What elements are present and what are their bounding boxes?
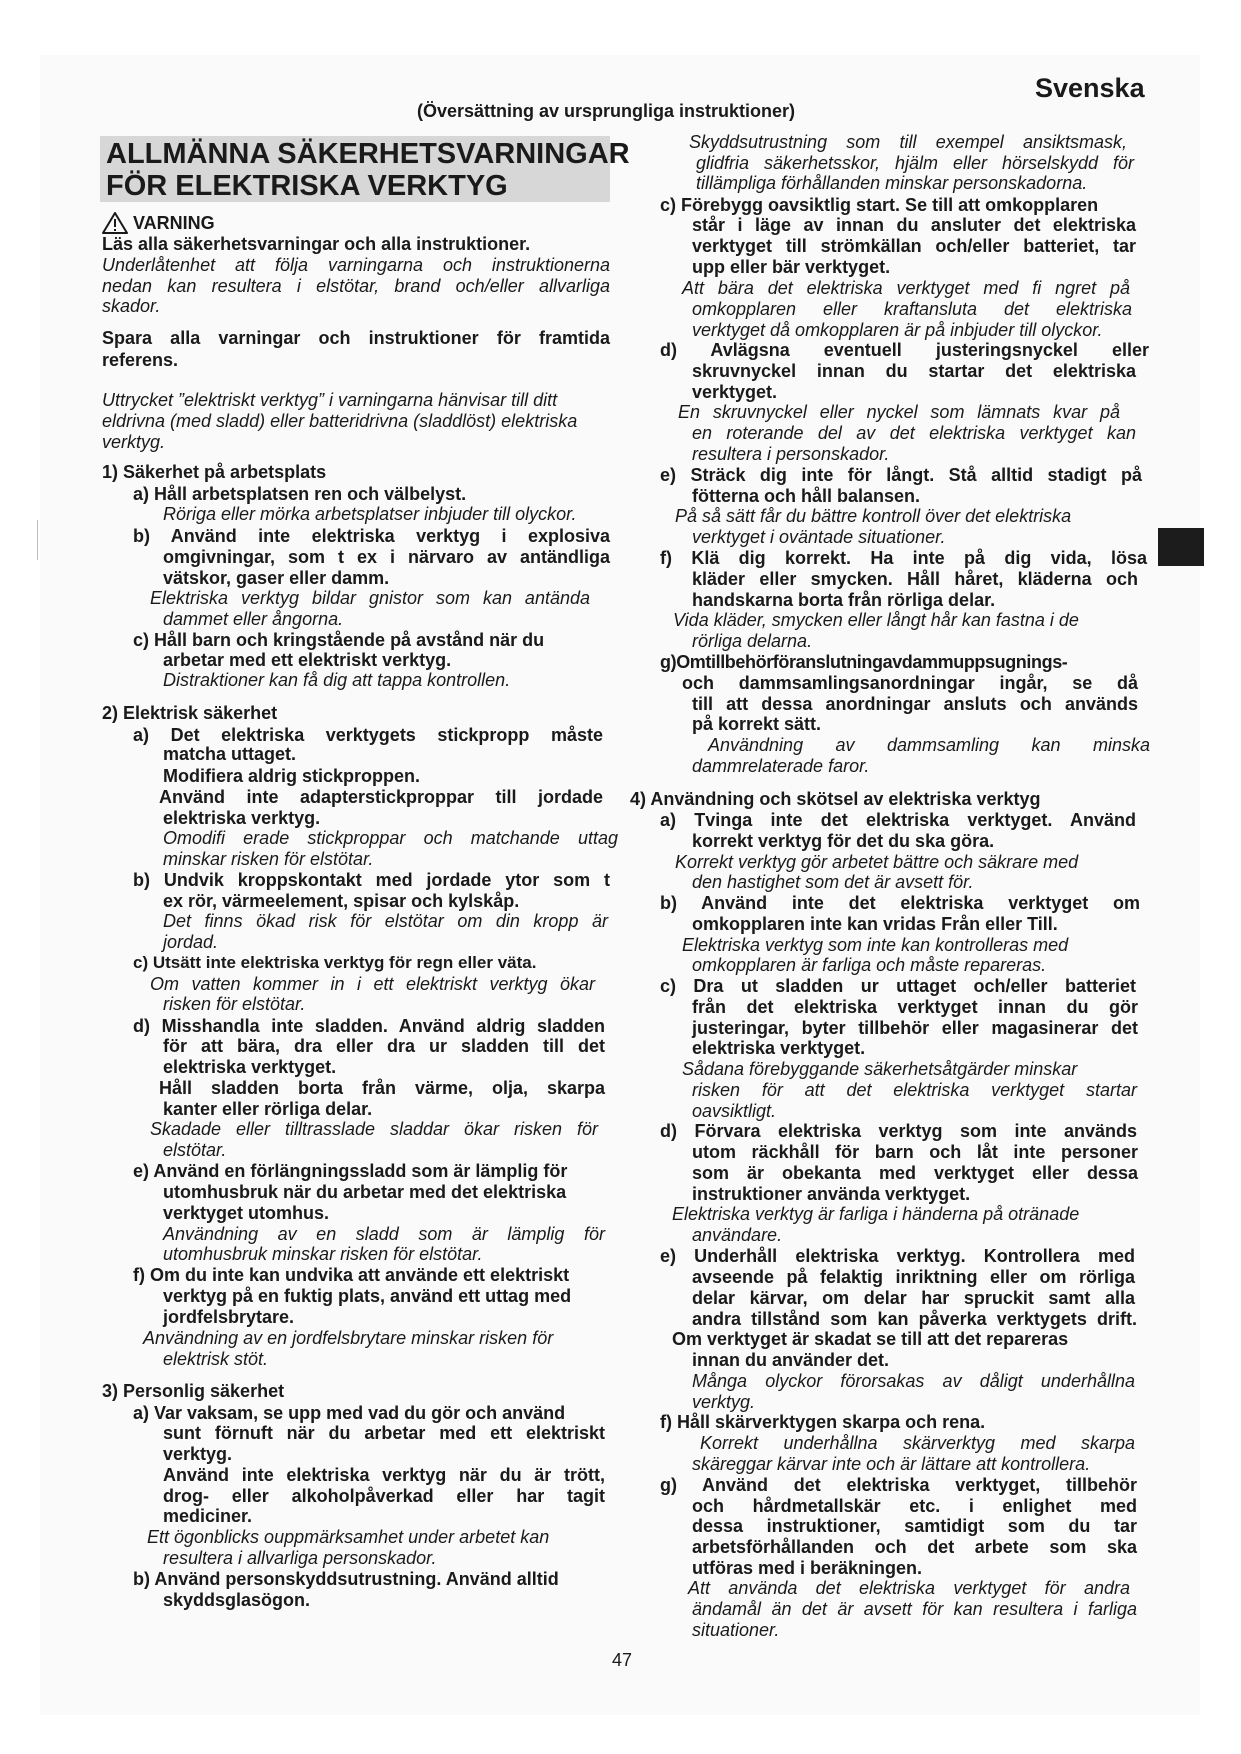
rule-4a-note: Korrekt verktyg gör arbetet bättre och säkrare med: [675, 852, 1079, 872]
rule-4g-note: situationer.: [692, 1620, 780, 1640]
rule-2b-note: jordad.: [163, 932, 219, 952]
rule-3e: e) Sträck dig inte för långt. Stå alltid stadigt på: [660, 465, 1142, 485]
rule-3c-note: omkopplaren eller kraftansluta det elektriska: [692, 299, 1132, 319]
page-title: ALLMÄNNA SÄKERHETSVARNINGAR: [106, 138, 630, 170]
section-2-title: 2) Elektrisk säkerhet: [102, 703, 278, 723]
rule-2b: b) Undvik kroppskontakt med jordade ytor som t: [133, 870, 610, 890]
rule-3b: skyddsglasögon.: [163, 1590, 311, 1610]
rule-2a-note: minskar risken för elstötar.: [163, 849, 374, 869]
rule-4g-note: ändamål än det är avsett för kan resultera i farliga: [692, 1599, 1137, 1619]
rule-2d: d) Misshandla inte sladden. Använd aldrig sladden: [133, 1016, 605, 1036]
rule-1a-note: Röriga eller mörka arbetsplatser inbjuder till olyckor.: [163, 504, 577, 524]
rule-4d: instruktioner använda verktyget.: [692, 1184, 971, 1204]
rule-4d-note: användare.: [692, 1225, 783, 1245]
rule-3a: verktyg.: [163, 1444, 233, 1464]
section-1-title: 1) Säkerhet på arbetsplats: [102, 462, 327, 482]
warning-text: skador.: [102, 296, 161, 316]
rule-3g: på korrekt sätt.: [692, 714, 822, 734]
rule-1c: c) Håll barn och kringstående på avstånd när du: [133, 630, 545, 650]
page-number: 47: [612, 1650, 633, 1670]
rule-3d: skruvnyckel innan du startar det elektriska: [692, 361, 1136, 381]
rule-4e-note: Många olyckor förorsakas av dåligt underhållna: [692, 1371, 1135, 1391]
rule-3b-note: glidfria säkerhetsskor, hjälm eller hörselskydd för: [696, 153, 1134, 173]
rule-3b: b) Använd personskyddsutrustning. Använd alltid: [133, 1569, 559, 1589]
rule-3e-note: verktyget i oväntade situationer.: [692, 527, 946, 547]
rule-3f: f) Klä dig korrekt. Ha inte på dig vida, lösa: [660, 548, 1147, 568]
rule-4g: dessa instruktioner, samtidigt som du tar: [692, 1516, 1137, 1536]
rule-4c-note: Sådana förebyggande säkerhetsåtgärder minskar: [682, 1059, 1078, 1079]
rule-4d: utom räckhåll för barn och låt inte personer: [692, 1142, 1138, 1162]
warning-triangle-icon: [102, 212, 128, 234]
rule-4f-note: Korrekt underhållna skärverktyg med skarpa: [700, 1433, 1135, 1453]
rule-4a: korrekt verktyg för det du ska göra.: [692, 831, 995, 851]
rule-2a: matcha uttaget.: [163, 744, 297, 764]
rule-3f: kläder eller smycken. Håll håret, kläderna och: [692, 569, 1138, 589]
term-definition: verktyg.: [102, 432, 166, 452]
rule-2f: f) Om du inte kan undvika att använde ett elektriskt: [133, 1265, 570, 1285]
rule-2e: utomhusbruk när du arbetar med det elektriska: [163, 1182, 567, 1202]
rule-2e: e) Använd en förlängningssladd som är lämplig för: [133, 1161, 568, 1181]
rule-3a-note: resultera i allvarliga personskador.: [163, 1548, 437, 1568]
rule-3c-note: Att bära det elektriska verktyget med fi ngret på: [682, 278, 1130, 298]
rule-4a-note: den hastighet som det är avsett för.: [692, 872, 974, 892]
rule-4c-note: oavsiktligt.: [692, 1101, 777, 1121]
rule-2d: kanter eller rörliga delar.: [163, 1099, 373, 1119]
rule-4g: arbetsförhållanden och det arbete som ska: [692, 1537, 1137, 1557]
rule-4b: omkopplaren inte kan vridas Från eller Till.: [692, 914, 1058, 934]
rule-3c: upp eller bär verktyget.: [692, 257, 891, 277]
rule-2a: Använd inte adapterstickproppar till jordade: [159, 787, 603, 807]
rule-1b: vätskor, gaser eller damm.: [163, 568, 390, 588]
rule-3a: drog- eller alkoholpåverkad eller har tagit: [163, 1486, 605, 1506]
rule-2e-note: Användning av en sladd som är lämplig för: [163, 1224, 605, 1244]
rule-4g: och hårdmetallskär etc. i enlighet med: [692, 1496, 1137, 1516]
rule-3a: sunt förnuft när du arbetar med ett elektriskt: [163, 1423, 605, 1443]
rule-2b-note: Det finns ökad risk för elstötar om din kropp är: [163, 911, 608, 931]
rule-3f-note: Vida kläder, smycken eller långt hår kan fastna i de: [673, 610, 1079, 630]
warning-text: Underlåtenhet att följa varningarna och instruktionerna: [102, 255, 610, 275]
rule-1b: b) Använd inte elektriska verktyg i explosiva: [133, 526, 610, 546]
rule-4a: a) Tvinga inte det elektriska verktyget. Använd: [660, 810, 1136, 830]
rule-3g-note: Användning av dammsamling kan minska: [708, 735, 1150, 755]
margin-mark: [37, 520, 38, 560]
rule-2d-note: elstötar.: [163, 1140, 227, 1160]
rule-4e: delar kärvar, om delar har spruckit samt alla: [692, 1288, 1135, 1308]
rule-2d: för att bära, dra eller dra ur sladden till det: [163, 1036, 605, 1056]
rule-3g: till att dessa anordningar ansluts och används: [692, 694, 1138, 714]
rule-4c: justeringar, byter tillbehör eller magasinerar det: [692, 1018, 1138, 1038]
rule-4e: avseende på felaktig inriktning eller om rörliga: [692, 1267, 1135, 1287]
rule-2c-note: risken för elstötar.: [163, 994, 306, 1014]
rule-4e: innan du använder det.: [692, 1350, 890, 1370]
rule-4e: Om verktyget är skadat se till att det repareras: [672, 1329, 1069, 1349]
rule-3d-note: resultera i personskador.: [692, 444, 890, 464]
section-3-title: 3) Personlig säkerhet: [102, 1381, 285, 1401]
rule-3f: handskarna borta från rörliga delar.: [692, 590, 996, 610]
rule-3g-note: dammrelaterade faror.: [692, 756, 870, 776]
rule-3g: och dammsamlingsanordningar ingår, se då: [682, 673, 1138, 693]
rule-3c: står i läge av innan du ansluter det elektriska: [692, 215, 1136, 235]
rule-3c: c) Förebygg oavsiktlig start. Se till att omkopplaren: [660, 195, 1099, 215]
rule-2f: jordfelsbrytare.: [163, 1307, 295, 1327]
section-edge-tab: [1158, 528, 1204, 566]
rule-1c: arbetar med ett elektriskt verktyg.: [163, 650, 452, 670]
rule-1b-note: Elektriska verktyg bildar gnistor som kan antända: [150, 588, 590, 608]
rule-3a-note: Ett ögonblicks ouppmärksamhet under arbetet kan: [147, 1527, 550, 1547]
rule-4d: som är obekanta med verktyget eller dessa: [692, 1163, 1138, 1183]
rule-2d-note: Skadade eller tilltrasslade sladdar ökar risken för: [150, 1119, 598, 1139]
rule-2a: Modifiera aldrig stickproppen.: [163, 766, 421, 786]
rule-4c: c) Dra ut sladden ur uttaget och/eller batteriet: [660, 976, 1136, 996]
rule-4g: g) Använd det elektriska verktyget, tillbehör: [660, 1475, 1137, 1495]
rule-3a: Använd inte elektriska verktyg när du är trött,: [163, 1465, 605, 1485]
rule-3b-note: tillämpliga förhållanden minskar personskadorna.: [696, 173, 1088, 193]
rule-3e-note: På så sätt får du bättre kontroll över det elektriska: [675, 506, 1072, 526]
rule-2e-note: utomhusbruk minskar risken för elstötar.: [163, 1244, 483, 1264]
rule-3g: g)Omtillbehörföranslutningavdammuppsugnings-: [660, 652, 1068, 672]
warning-bold: Läs alla säkerhetsvarningar och alla instruktioner.: [102, 234, 531, 254]
rule-2d: elektriska verktyget.: [163, 1057, 337, 1077]
page-title-line2: FÖR ELEKTRISKA VERKTYG: [106, 170, 508, 202]
rule-3d-note: en roterande del av det elektriska verktyget kan: [692, 423, 1136, 443]
rule-3e: fötterna och håll balansen.: [692, 486, 921, 506]
rule-4e-note: verktyg.: [692, 1392, 756, 1412]
rule-4c: från det elektriska verktyget innan du gör: [692, 997, 1138, 1017]
rule-3f-note: rörliga delarna.: [692, 631, 813, 651]
rule-3d-note: En skruvnyckel eller nyckel som lämnats kvar på: [678, 402, 1120, 422]
rule-3b-note: Skyddsutrustning som till exempel ansiktsmask,: [689, 132, 1127, 152]
term-definition: eldrivna (med sladd) eller batteridrivna (sladdlöst) elektriska: [102, 411, 578, 431]
warning-text: nedan kan resultera i elstötar, brand och/eller allvarliga: [102, 276, 610, 296]
term-definition: Uttrycket ”elektriskt verktyg” i varningarna hänvisar till ditt: [102, 390, 558, 410]
rule-2d: Håll sladden borta från värme, olja, skarpa: [159, 1078, 605, 1098]
rule-4b-note: Elektriska verktyg som inte kan kontrolleras med: [682, 935, 1069, 955]
rule-2f-note: Användning av en jordfelsbrytare minskar risken för: [143, 1328, 554, 1348]
rule-3d: d) Avlägsna eventuell justeringsnyckel eller: [660, 340, 1149, 360]
rule-4c: elektriska verktyget.: [692, 1038, 866, 1058]
rule-1b-note: dammet eller ångorna.: [163, 609, 344, 629]
rule-2c: c) Utsätt inte elektriska verktyg för regn eller väta.: [133, 953, 537, 972]
rule-2a: elektriska verktyg.: [163, 808, 321, 828]
rule-2a-note: Omodifi erade stickproppar och matchande uttag: [163, 828, 618, 848]
rule-2c-note: Om vatten kommer in i ett elektriskt verktyg ökar: [150, 974, 595, 994]
rule-3a: mediciner.: [163, 1506, 253, 1526]
rule-1a: a) Håll arbetsplatsen ren och välbelyst.: [133, 484, 467, 504]
rule-4e: andra tillstånd som kan påverka verktygets drift.: [692, 1309, 1137, 1329]
rule-1b: omgivningar, som t ex i närvaro av antändliga: [163, 547, 610, 567]
save-instructions: referens.: [102, 350, 179, 370]
rule-2f-note: elektrisk stöt.: [163, 1349, 269, 1369]
warning-label: VARNING: [133, 213, 215, 233]
rule-3c: verktyget till strömkällan och/eller batteriet, tar: [692, 236, 1136, 256]
rule-4e: e) Underhåll elektriska verktyg. Kontrollera med: [660, 1246, 1135, 1266]
rule-4g-note: Att använda det elektriska verktyget för andra: [688, 1578, 1130, 1598]
rule-4d: d) Förvara elektriska verktyg som inte används: [660, 1121, 1137, 1141]
rule-4f: f) Håll skärverktygen skarpa och rena.: [660, 1412, 986, 1432]
rule-3d: verktyget.: [692, 382, 778, 402]
rule-2a: a) Det elektriska verktygets stickpropp måste: [133, 725, 603, 745]
translation-subtitle: (Översättning av ursprungliga instruktioner): [417, 101, 796, 121]
rule-4b-note: omkopplaren är farliga och måste repareras.: [692, 955, 1047, 975]
language-label: Svenska: [1035, 73, 1145, 103]
rule-4c-note: risken för att det elektriska verktyget startar: [692, 1080, 1137, 1100]
rule-1c-note: Distraktioner kan få dig att tappa kontrollen.: [163, 670, 511, 690]
rule-4f-note: skäreggar kärvar inte och är lättare att kontrollera.: [692, 1454, 1091, 1474]
rule-2b: ex rör, värmeelement, spisar och kylskåp.: [163, 891, 520, 911]
rule-3c-note: verktyget då omkopplaren är på inbjuder till olyckor.: [692, 320, 1103, 340]
rule-2f: verktyg på en fuktig plats, använd ett uttag med: [163, 1286, 572, 1306]
rule-2e: verktyget utomhus.: [163, 1203, 330, 1223]
rule-4b: b) Använd inte det elektriska verktyget om: [660, 893, 1140, 913]
save-instructions: Spara alla varningar och instruktioner för framtida: [102, 328, 610, 348]
rule-3a: a) Var vaksam, se upp med vad du gör och använd: [133, 1403, 566, 1423]
section-4-title: 4) Användning och skötsel av elektriska verktyg: [630, 789, 1041, 809]
rule-4g: utföras med i beräkningen.: [692, 1558, 923, 1578]
rule-4d-note: Elektriska verktyg är farliga i händerna på otränade: [672, 1204, 1080, 1224]
